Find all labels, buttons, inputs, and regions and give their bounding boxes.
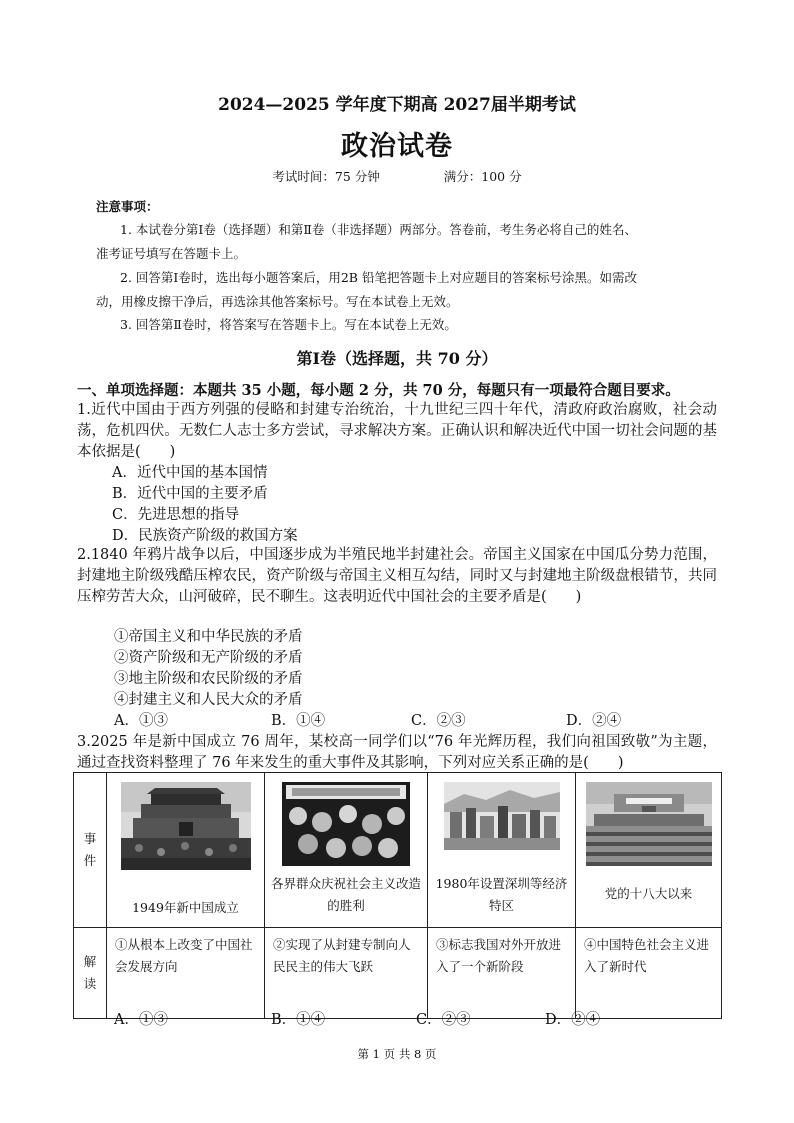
party-congress-photo [586, 782, 712, 866]
event-caption-2: 各界群众庆祝社会主义改造的胜利 [271, 876, 422, 913]
event-caption-1: 1949年新中国成立 [132, 900, 239, 915]
question-2-stem: 2.1840 年鸦片战争以后，中国逐步成为半殖民地半封建社会。帝国主义国家在中国瓜分势力范围，封建地主阶级残酷压榨农民，资产阶级与帝国主义相互勾结，同时又与封建地主阶级盘根错节，共同压榨劳苦大众，山河破碎，民不聊生。这表明近代中国社会的主要矛盾是( ) [77, 547, 717, 605]
event-caption-4: 党的十八大以来 [604, 886, 693, 901]
q2-statement-4: ④封建主义和人民大众的矛盾 [114, 692, 303, 708]
exam-info [0, 167, 794, 185]
event-cell-2 [265, 773, 428, 928]
event-cell-1 [107, 773, 265, 928]
q2-statement-3: ③地主阶级和农民阶级的矛盾 [114, 671, 303, 687]
interp-cell-3: ③标志我国对外开放进入了一个新阶段 [428, 928, 576, 1019]
q1-option-b: B．近代中国的主要矛盾 [112, 486, 268, 502]
event-cell-4 [576, 773, 722, 928]
q2-choice-c: C．②③ [411, 713, 466, 729]
notice-line: 动，用橡皮擦干净后，再选涂其他答案标号。写在本试卷上无效。 [96, 294, 459, 309]
q2-choice-d: D．②④ [566, 713, 622, 729]
q3-choice-d: D．②④ [545, 1012, 601, 1028]
celebration-crowd-photo [282, 782, 410, 866]
notice-line: 2. 回答第Ⅰ卷时，选出每小题答案后，用2B 铅笔把答题卡上对应题目的答案标号涂黑。如需改 [120, 270, 637, 285]
q3-choice-b: B．①④ [271, 1012, 326, 1028]
notice-line: 准考证号填写在答题卡上。 [96, 246, 247, 261]
page-footer: 第 1 页 共 8 页 [357, 1047, 437, 1061]
row-head-interp [74, 928, 107, 1019]
founding-ceremony-photo [121, 782, 251, 870]
notice-line: 1. 本试卷分第Ⅰ卷（选择题）和第Ⅱ卷（非选择题）两部分。答卷前，考生务必将自己的姓名、 [120, 222, 637, 237]
interp-cell-1: ①从根本上改变了中国社会发展方向 [107, 928, 265, 1019]
table-row [74, 773, 722, 928]
shenzhen-city-photo [444, 782, 560, 850]
row-head-event-label: 事件 [83, 831, 97, 868]
q1-option-c: C．先进思想的指导 [112, 507, 240, 523]
q3-choice-c: C．②③ [416, 1012, 471, 1028]
row-head-event [74, 773, 107, 928]
section-title: 第Ⅰ卷（选择题，共 70 分） [296, 349, 498, 368]
q2-statement-2: ②资产阶级和无产阶级的矛盾 [114, 650, 303, 666]
q1-option-a: A．近代中国的基本国情 [112, 465, 268, 481]
exam-time: 考试时间：75 分钟 [272, 169, 380, 184]
q1-option-d: D．民族资产阶级的救国方案 [112, 528, 298, 544]
q2-statement-1: ①帝国主义和中华民族的矛盾 [114, 629, 303, 645]
event-caption-3: 1980年设置深圳等经济特区 [435, 876, 568, 913]
q2-choice-b: B．①④ [271, 713, 326, 729]
interp-cell-4: ④中国特色社会主义进入了新时代 [576, 928, 722, 1019]
event-cell-3 [428, 773, 576, 928]
question-1-stem: 1.近代中国由于西方列强的侵略和封建专治统治，十九世纪三四十年代，清政府政治腐败，社会动荡，危机四伏。无数仁人志士多方尝试，寻求解决方案。正确认识和解决近代中国一切社会问题的基本依据是( ) [77, 402, 717, 460]
notice-heading: 注意事项： [96, 199, 159, 214]
events-table [73, 772, 722, 1019]
full-score: 满分：100 分 [443, 169, 522, 184]
interp-cell-2: ②实现了从封建专制向人民民主的伟大飞跃 [265, 928, 428, 1019]
table-row [74, 928, 722, 1019]
q3-choice-a: A．①③ [114, 1012, 168, 1028]
q2-choice-a: A．①③ [114, 713, 168, 729]
notice-line: 3. 回答第Ⅱ卷时，将答案写在答题卡上。写在本试卷上无效。 [120, 317, 457, 332]
question-3-stem: 3.2025 年是新中国成立 76 周年，某校高一同学们以“76 年光辉历程，我们向祖国致敬”为主题，通过查找资料整理了 76 年来发生的重大事件及其影响，下列对应关系正确的是( ) [77, 734, 717, 771]
exam-title: 2024—2025 学年度下期高 2027届半期考试 [218, 95, 576, 115]
part-title: 一、单项选择题：本题共 35 小题，每小题 2 分，共 70 分，每题只有一项最符合题目要求。 [77, 382, 680, 399]
row-head-interp-label: 解读 [83, 954, 97, 991]
subject-title: 政治试卷 [341, 131, 453, 162]
